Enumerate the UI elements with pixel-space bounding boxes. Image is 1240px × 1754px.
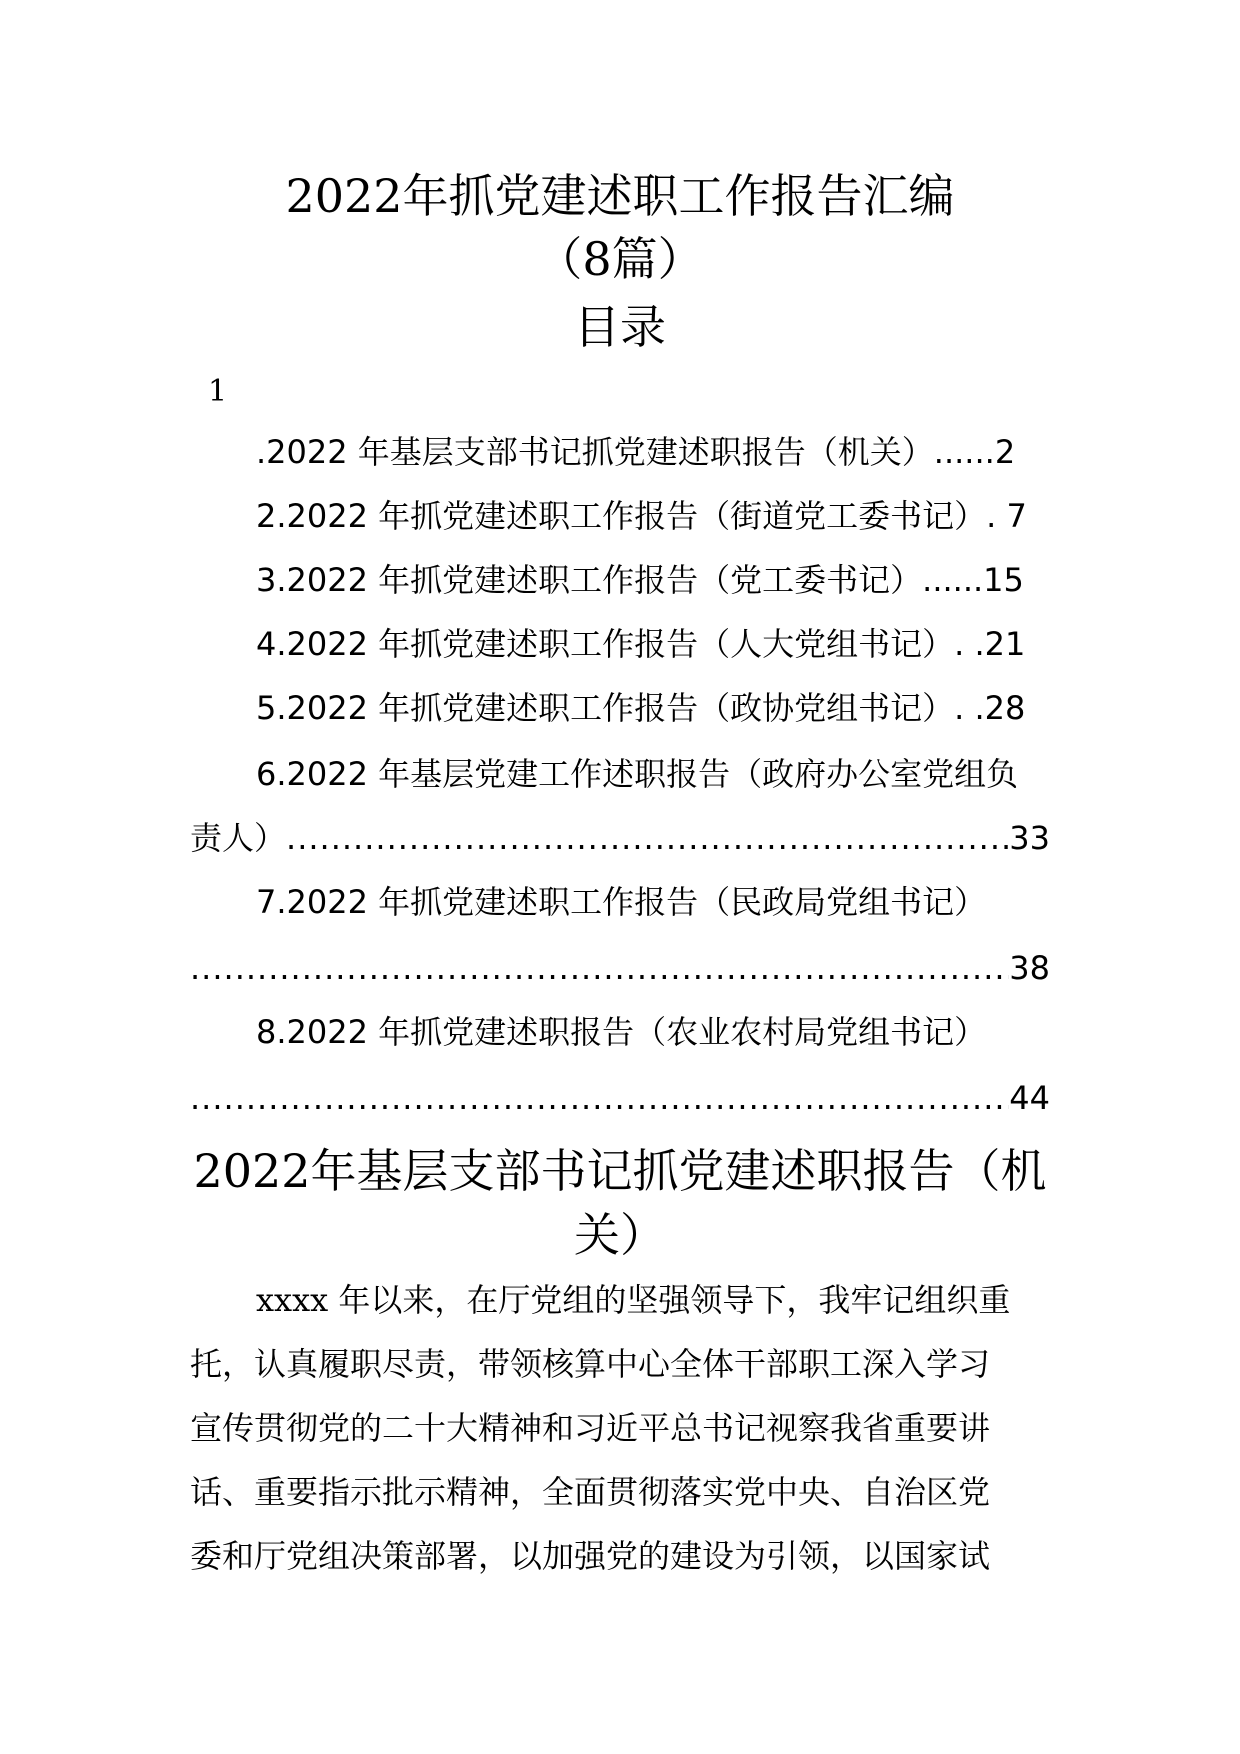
toc-entry-7-page: 38 (1009, 949, 1050, 987)
title-text: 年抓党建述职工作报告汇编 (402, 169, 955, 223)
article-heading-year: 2022 (193, 1144, 311, 1198)
toc-entry-2[interactable]: 2.2022 年抓党建述职工作报告（街道党工委书记）. 7 (256, 497, 1027, 535)
toc-entry-5[interactable]: 5.2022 年抓党建述职工作报告（政协党组书记）. .28 (256, 689, 1026, 727)
article-body-line-1-text: 年以来，在厅党组的坚强领导下，我牢记组织重 (328, 1281, 1011, 1319)
article-body-line-5: 委和厅党组决策部署，以加强党的建设为引领，以国家试 (190, 1537, 991, 1575)
toc-entry-6[interactable]: 6.2022 年基层党建工作述职报告（政府办公室党组负 (256, 755, 1019, 793)
title-paren-open: （ (536, 232, 583, 286)
toc-entry-1[interactable]: .2022 年基层支部书记抓党建述职报告（机关）......2 (256, 433, 1016, 471)
article-heading-line-2: 关） (574, 1208, 666, 1262)
title-year: 2022 (285, 169, 403, 223)
toc-entry-3[interactable]: 3.2022 年抓党建述职工作报告（党工委书记）......15 (256, 561, 1024, 599)
article-body-line-2: 托，认真履职尽责，带领核算中心全体干部职工深入学习 (190, 1345, 991, 1383)
article-body-lead: xxxx (256, 1281, 329, 1319)
toc-entry-6-page: 33 (1009, 819, 1050, 857)
article-body-line-4: 话、重要指示批示精神，全面贯彻落实党中央、自治区党 (190, 1473, 991, 1511)
document-title-line-1 (0, 165, 1240, 227)
document-title-line-2 (0, 228, 1240, 290)
title-count-suffix: 篇） (611, 232, 704, 286)
article-body-line-1 (256, 1276, 1056, 1324)
toc-heading: 目录 (574, 300, 666, 354)
toc-leader-dots (286, 814, 1009, 862)
toc-leader-dots (190, 1074, 1009, 1122)
article-heading-line-1 (0, 1140, 1240, 1202)
toc-entry-7-continuation[interactable] (190, 944, 1050, 992)
toc-entry-8[interactable]: 8.2022 年抓党建述职报告（农业农村局党组书记） (256, 1013, 987, 1051)
toc-entry-6-cont-text: 责人） (190, 819, 287, 857)
toc-leader-dots (190, 944, 1009, 992)
toc-entry-8-page: 44 (1009, 1079, 1050, 1117)
toc-entry-8-continuation[interactable] (190, 1074, 1050, 1122)
toc-entry-6-continuation[interactable] (190, 814, 1050, 862)
article-heading-text: 年基层支部书记抓党建述职报告（机 (310, 1144, 1047, 1198)
title-count: 8 (582, 232, 612, 286)
toc-entry-7[interactable]: 7.2022 年抓党建述职工作报告（民政局党组书记） (256, 883, 987, 921)
toc-number-marker: 1 (208, 374, 228, 409)
article-body-line-3: 宣传贯彻党的二十大精神和习近平总书记视察我省重要讲 (190, 1409, 991, 1447)
toc-entry-4[interactable]: 4.2022 年抓党建述职工作报告（人大党组书记）. .21 (256, 625, 1026, 663)
